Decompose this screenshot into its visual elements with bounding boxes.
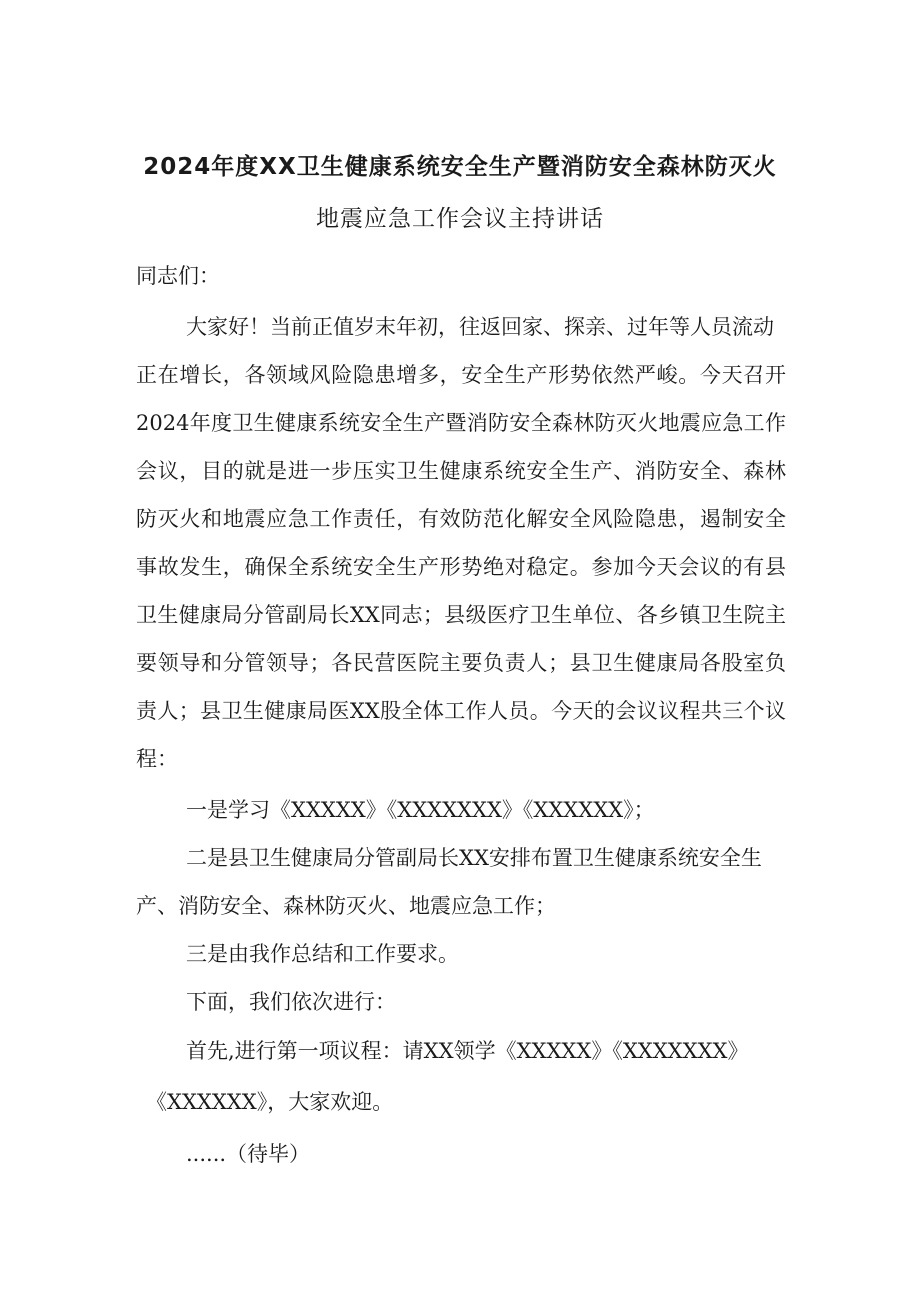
agenda-item-2-continued: 产、消防安全、森林防灭火、地震应急工作； (136, 894, 556, 918)
paragraph-line: 要领导和分管领导；各民营医院主要负责人；县卫生健康局各股室负 (136, 651, 786, 675)
paragraph-line: 卫生健康局分管副局长XX同志；县级医疗卫生单位、各乡镇卫生院主 (136, 603, 786, 627)
paragraph-line: 大家好！当前正值岁末年初，往返回家、探亲、过年等人员流动 (186, 315, 774, 339)
agenda-item-2: 二是县卫生健康局分管副局长XX安排布置卫生健康系统安全生 (186, 846, 762, 870)
first-agenda-line-continued: 《XXXXXX》，大家欢迎。 (146, 1090, 394, 1114)
first-agenda-line: 首先,进行第一项议程：请XX领学《XXXXX》《XXXXXXX》 (186, 1039, 749, 1063)
salutation: 同志们： (136, 264, 220, 288)
paragraph-line: 事故发生，确保全系统安全生产形势绝对稳定。参加今天会议的有县 (136, 555, 786, 579)
paragraph-line: 2024年度卫生健康系统安全生产暨消防安全森林防灭火地震应急工作 (136, 411, 786, 435)
paragraph-line: 责人；县卫生健康局医XX股全体工作人员。今天的会议议程共三个议 (136, 699, 786, 723)
closing-line: ......（待毕） (186, 1142, 311, 1166)
paragraph-line: 正在增长，各领域风险隐患增多，安全生产形势依然严峻。今天召开 (136, 363, 786, 387)
agenda-item-1: 一是学习《XXXXX》《XXXXXXX》《XXXXXX》； (186, 798, 655, 822)
paragraph-line: 会议，目的就是进一步压实卫生健康系统安全生产、消防安全、森林 (136, 459, 786, 483)
paragraph-line: 程： (136, 747, 178, 771)
paragraph-line: 防灭火和地震应急工作责任，有效防范化解安全风险隐患，遏制安全 (136, 507, 786, 531)
agenda-item-3: 三是由我作总结和工作要求。 (186, 942, 459, 966)
document-title-line-1: 2024年度XX卫生健康系统安全生产暨消防安全森林防灭火 (143, 154, 777, 180)
transition-line: 下面，我们依次进行： (186, 990, 396, 1014)
document-title-line-2: 地震应急工作会议主持讲话 (316, 206, 604, 232)
